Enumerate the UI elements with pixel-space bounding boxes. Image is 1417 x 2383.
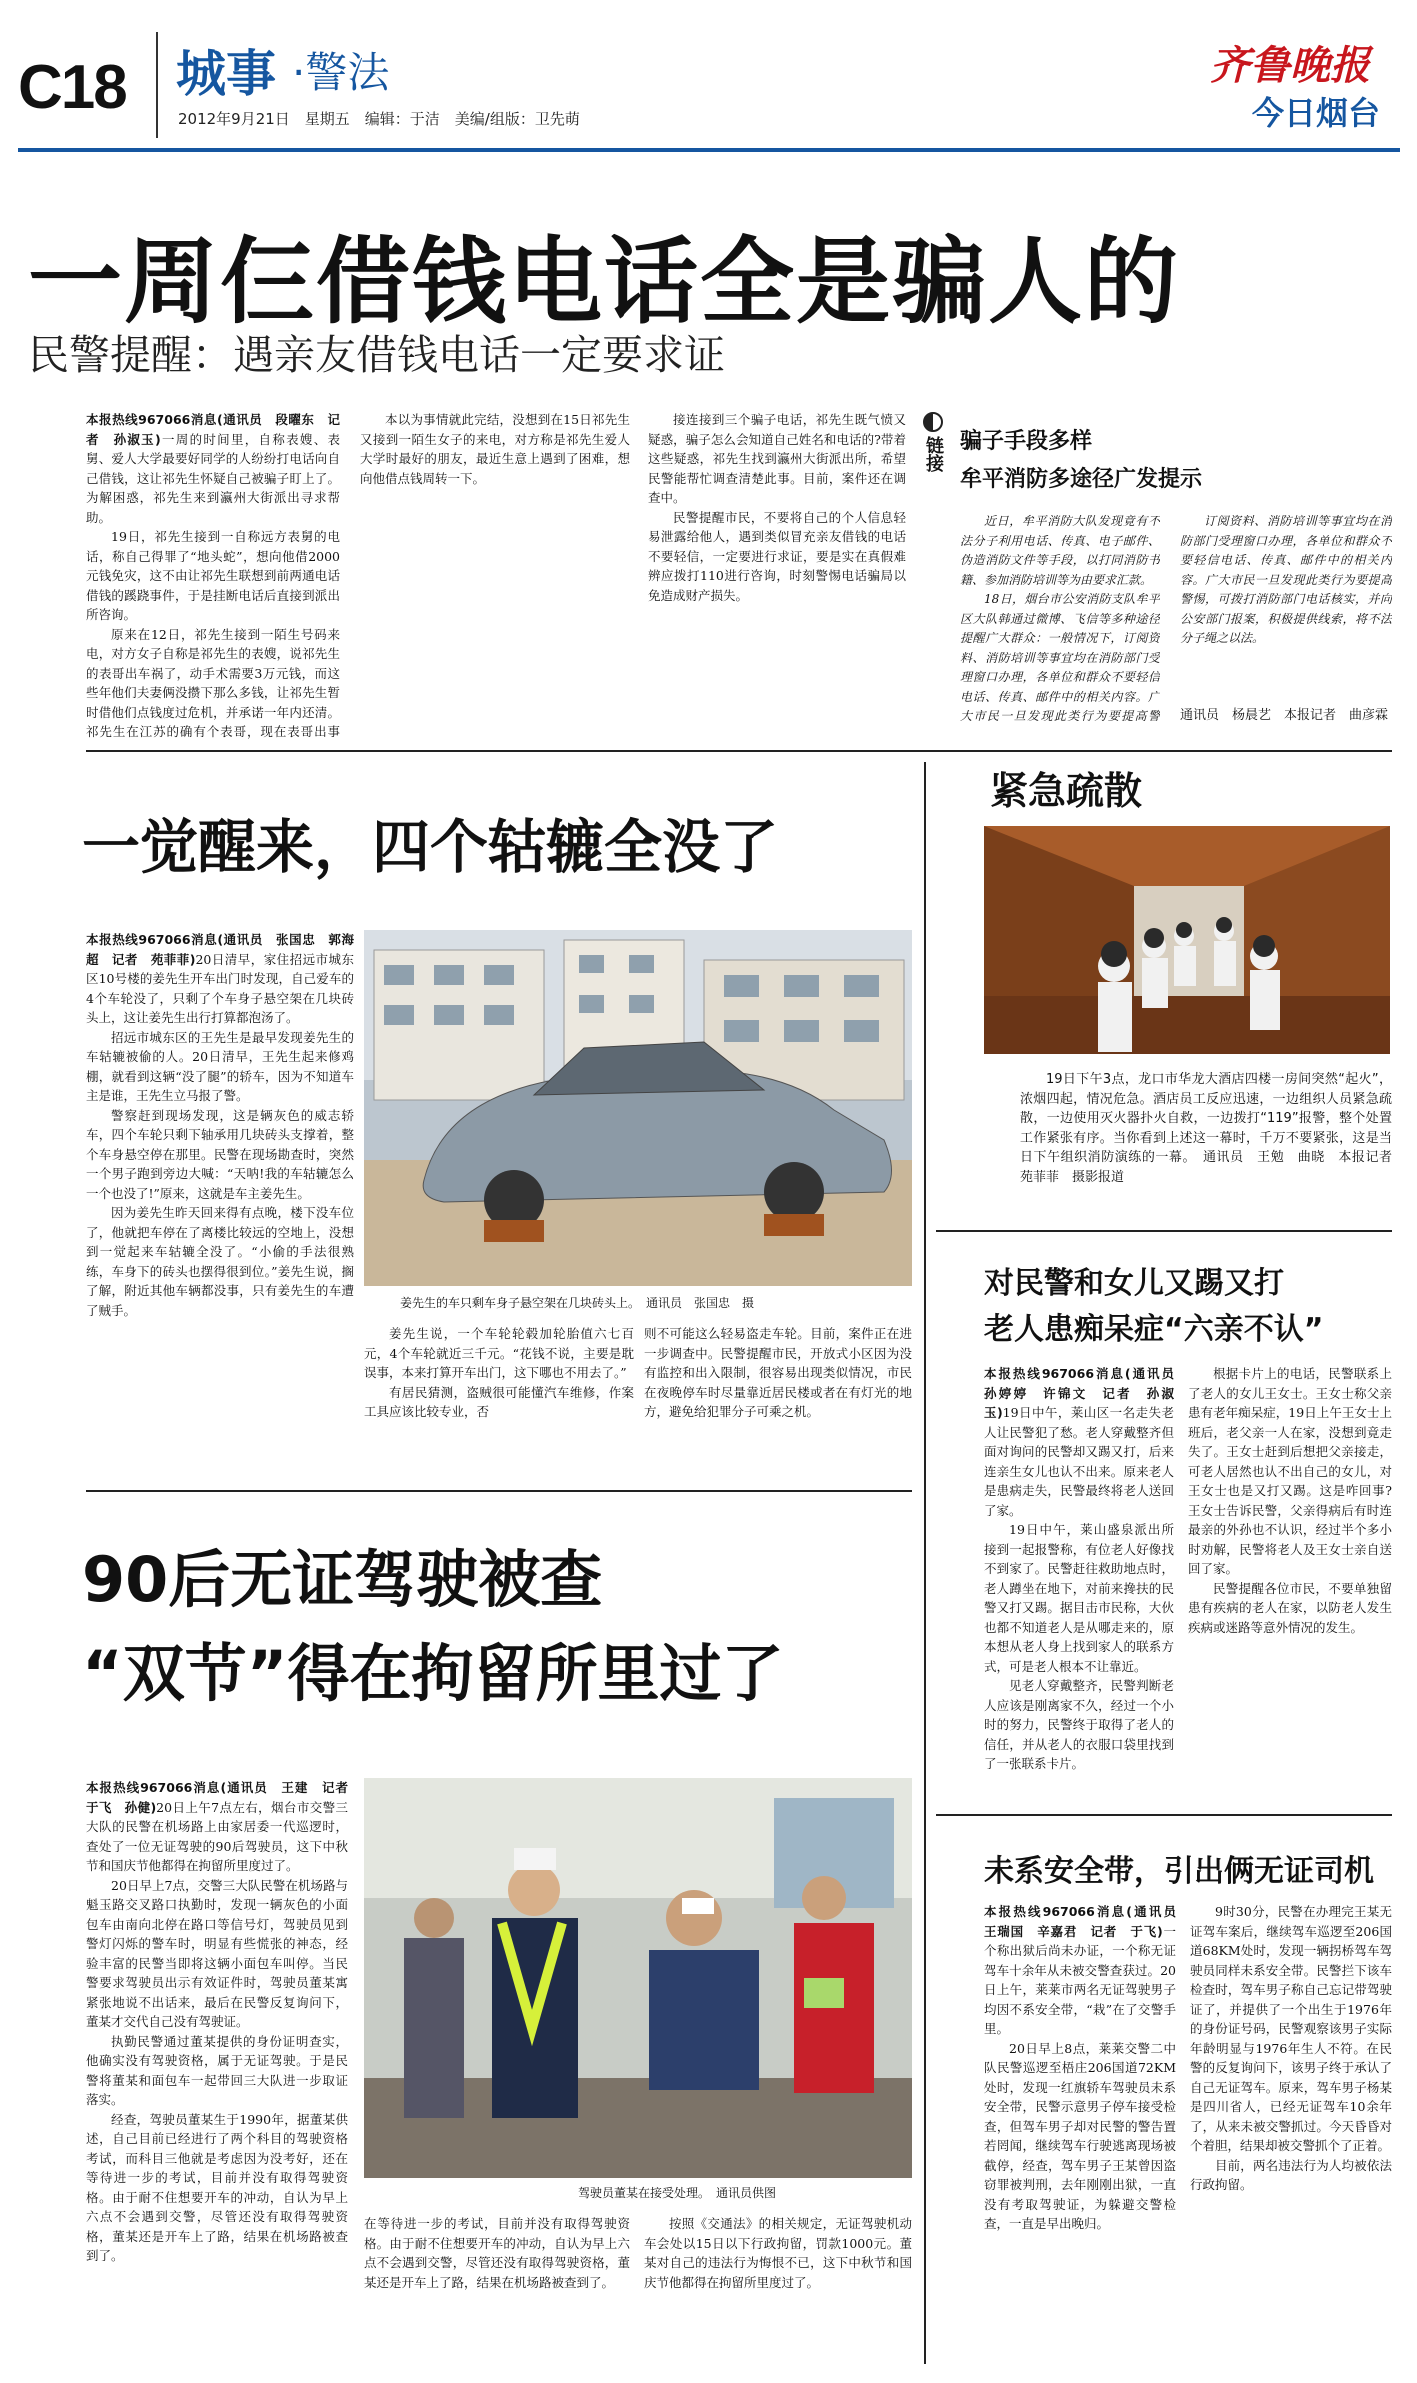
paragraph: 20日早上7点，交警三大队民警在机场路与魁玉路交叉路口执勤时，发现一辆灰色的小面包车由南向北停在路口等信号灯，驾驶员见到警灯闪烁的警车时，明显有些慌张的神态，经验丰富的民警当即将这辆小面包车叫停。当民警要求驾驶员出示有效证件时，驾驶员董某寓紧张地说不出话来，最后在民警反复询问下，董某才交代自己没有驾驶证。	[86, 1877, 348, 2029]
paragraph: 19日中午，莱山区一名走失老人让民警犯了愁。老人穿戴整齐但面对询问的民警却又踢又打，后来连亲生女儿也认不出来。原来老人是患病走失，民警最终将老人送回了家。	[984, 1405, 1174, 1518]
driver-photo	[364, 1778, 912, 2178]
car-on-bricks-photo	[364, 930, 912, 1286]
paper-logo: 齐鲁晚报	[1210, 42, 1370, 89]
paragraph: 本以为事情就此完结，没想到在15日祁先生又接到一陌生女子的来电，对方称是祁先生爱人大学时最好的朋友，最近生意上遇到了困难，想向他借点钱周转一下。	[360, 412, 630, 486]
link-icon	[923, 412, 943, 432]
paragraph: 民警提醒市民，不要将自己的个人信息轻易泄露给他人，遇到类似冒充亲友借钱的电话不要轻信，一定要进行求证，要是实在真假难辨应拨打110进行咨询，时刻警惕电话骗局以免造成财产损失。	[648, 509, 906, 603]
link-byline: 通讯员 杨晨艺 本报记者 曲彦霖	[1180, 708, 1389, 723]
lead-story-column-2	[360, 410, 630, 740]
driver-column-2	[364, 2214, 630, 2370]
masthead-rule	[18, 148, 1400, 152]
paragraph: 近日，牟平消防大队发现竟有不法分子利用电话、传真、电子邮件、伪造消防文件等手段，以打同消防书籍、参加消防培训等为由要求汇款。	[960, 514, 1160, 587]
lead-headline: 一周仨借钱电话全是骗人的	[28, 228, 1181, 337]
section-subtitle: ·警法	[292, 48, 390, 97]
paragraph: 19日中午，莱山盛泉派出所接到一起报警称，有位老人好像找不到家了。民警赶往救助地点时，老人蹲坐在地下，对前来搀扶的民警又打又踢。据目击市民称，大伙也都不知道老人是从哪走来的，原本想从老人身上找到家人的联系方式，可是老人根本不让靠近。	[984, 1522, 1174, 1674]
driver-processing-photo	[364, 1778, 912, 2178]
driver-photo-caption: 驾驶员董某在接受处理。 通讯员供图	[578, 2186, 777, 2200]
link-column-1	[960, 512, 1160, 726]
section-rule	[86, 1490, 912, 1492]
tire-headline: 一觉醒来，四个轱辘全没了	[82, 813, 779, 881]
evac-headline: 紧急疏散	[990, 769, 1143, 813]
byline: 本报热线967066消息(通讯员 孙婷婷 许锦文 记者 孙淑玉)	[984, 1366, 1174, 1420]
paragraph: 20日早上8点，莱莱交警二中队民警巡逻至梧庄206国道72KM处时，发现一红旗轿车驾驶员未系安全带，民警示意男子停车接受检查，但驾车男子却对民警的警告置若罔闻，继续驾车行驶逃离现场被截停，经查，驾车男子王某曾因盗窃罪被判刑，去年刚刚出狱，一直没有考取驾驶证，为躲避交警检查，一直是早出晚归。	[984, 2040, 1176, 2231]
paragraph: 则不可能这么轻易盗走车轮。目前，案件正在进一步调查中。民警提醒市民，开放式小区因为没有监控和出入限制，很容易出现类似情况，市民在夜晚停车时尽量靠近居民楼或者在有灯光的地方，避免给犯罪分子可乘之机。	[644, 1326, 912, 1419]
paragraph: 按照《交通法》的相关规定，无证驾驶机动车会处以15日以下行政拘留，罚款1000元。董某对自己的违法行为悔恨不已，这下中秋节和国庆节他都得在拘留所里度过了。	[644, 2216, 912, 2290]
link-title-1: 骗子手段多样	[960, 429, 1093, 454]
masthead	[0, 0, 1417, 160]
link-label: 链接	[923, 436, 944, 472]
link-title-2: 牟平消防多途径广发提示	[960, 467, 1203, 492]
tire-photo-caption: 姜先生的车只剩车身子悬空架在几块砖头上。 通讯员 张国忠 摄	[400, 1296, 755, 1310]
paragraph: 经查，驾驶员董某生于1990年，据董某供述，自己目前已经进行了两个科目的驾驶资格考试，而科目三他就是考虑因为没考好，还在等待进一步的考试，目前并没有取得驾驶资格。由于耐不住想要开车的冲动，自认为早上六点不会遇到交警，尽管还没有取得驾驶资格，董某还是开车上了路，结果在机场路被查到了。	[86, 2111, 348, 2263]
vertical-rule	[924, 762, 926, 2364]
seatbelt-headline: 未系安全带，引出俩无证司机	[984, 1854, 1374, 1889]
paragraph: 接连接到三个骗子电话，祁先生既气愤又疑惑，骗子怎么会知道自己姓名和电话的?带着这些疑惑，祁先生找到瀛州大街派出所，希望民警能帮忙调查清楚此事。目前，案件还在调查中。	[648, 412, 906, 505]
paragraph: 因为姜先生昨天回来得有点晚，楼下没车位了，他就把车停在了离楼比较远的空地上，没想到一觉起来车轱辘全没了。“小偷的手法很熟练，车身下的砖头也摆得很到位。”姜先生说，搁了解，附近其他车辆都没事，只有姜先生的车遭了贼手。	[86, 1205, 354, 1318]
driver-headline-1: 90后无证驾驶被查	[82, 1543, 603, 1616]
driver-column-3	[644, 2214, 912, 2370]
byline: 本报热线967066消息(通讯员 张国忠 郭海超 记者 苑菲菲)	[86, 932, 354, 967]
paragraph: 见老人穿戴整齐，民警判断老人应该是刚离家不久，经过一个小时的努力，民警终于取得了老人的信任，并从老人的衣服口袋里找到了一张联系卡片。	[984, 1678, 1174, 1771]
evacuation-photo	[984, 826, 1390, 1054]
lead-subhead: 民警提醒：遇亲友借钱电话一定要求证	[28, 331, 725, 379]
byline: 本报热线967066消息(通讯员 段曜东 记者 孙淑玉)	[86, 412, 340, 447]
paragraph: 一个称出狱后尚未办证，一个称无证驾车十余年从未被交警查获过。20日上午，莱莱市两名无证驾驶男子均因不系安全带，“栽”在了交警手里。	[984, 1923, 1176, 2036]
elder-column-2	[1188, 1364, 1392, 1806]
date-line: 2012年9月21日 星期五 编辑：于洁 美编/组版：卫先萌	[178, 110, 580, 128]
paragraph: 19日，祁先生接到一自称远方表舅的电话，称自己得罪了“地头蛇”，想向他借2000元钱免灾，这不由让祁先生联想到前两通电话借钱的蹊跷事件，于是挂断电话后直接到派出所咨询。	[86, 529, 340, 622]
lead-story-column-3	[648, 410, 906, 740]
tire-story-column-3	[644, 1324, 912, 1474]
elder-headline-1: 对民警和女儿又踢又打	[984, 1266, 1284, 1301]
elder-headline-2: 老人患痴呆症“六亲不认”	[984, 1312, 1324, 1347]
paragraph: 9时30分，民警在办理完王某无证驾车案后，继续驾车巡逻至206国道68KM处时，发现一辆拐桥驾车驾驶员同样未系安全带。民警拦下该车检查时，驾车男子称自己忘记带驾驶证了，并提供了一个出生于1976年的身份证号码，民警观察该男子实际年龄明显与1976年生人不符。在民警的反复询问下，该男子终于承认了自己无证驾车。原来，驾车男子杨某是四川省人，已经无证驾车10余年了，从来未被交警抓过。今天昏昏对个着胆，结果却被交警抓个了正着。	[1190, 1904, 1392, 2153]
elder-column-1	[984, 1364, 1174, 1806]
lead-story-column-1	[86, 410, 340, 740]
link-column-2	[1180, 512, 1392, 702]
driver-headline-2: “双节”得在拘留所里过了	[82, 1637, 784, 1710]
section-rule	[936, 1230, 1392, 1232]
paragraph: 根据卡片上的电话，民警联系上了老人的女儿王女士。王女士称父亲患有老年痴呆症，19日上午王女士上班后，老父亲一人在家，没想到竟走失了。王女士赶到后想把父亲接走，可老人居然也认不出自己的女儿，对王女士也是又打又踢。这是咋回事?王女士告诉民警，父亲得病后有时连最亲的外孙也不认识，经过半个多小时劝解，民警将老人及王女士亲自送回了家。	[1188, 1366, 1392, 1576]
driver-column-1	[86, 1778, 348, 2370]
paragraph: 一周的时间里，自称表嫂、表舅、爱人大学最要好同学的人纷纷打电话向自己借钱，这让祁先生怀疑自己被骗子盯上了。为解困惑，祁先生来到瀛州大街派出寻求帮助。	[86, 431, 340, 525]
byline: 本报热线967066消息(通讯员 王建 记者 于飞 孙健)	[86, 1780, 348, 1815]
section-rule	[936, 1814, 1392, 1816]
paragraph: 目前，两名违法行为人均被依法行政拘留。	[1190, 2157, 1392, 2192]
section-title: 城事	[176, 45, 276, 103]
paragraph: 招远市城东区的王先生是最早发现姜先生的车轱辘被偷的人。20日清早，王先生起来修鸡棚，就看到这辆“没了腿”的轿车，因为不知道车主是谁，王先生立马报了警。	[86, 1029, 354, 1103]
paragraph: 在等待进一步的考试，目前并没有取得驾驶资格。由于耐不住想要开车的冲动，自认为早上六点不会遇到交警，尽管还没有取得驾驶资格，董某还是开车上了路，结果在机场路被查到了。	[364, 2216, 630, 2290]
paragraph: 警察赶到现场发现，这是辆灰色的威志轿车，四个车轮只剩下轴承用几块砖头支撑着，整个车身悬空停在那里。民警在现场勘查时，突然一个男子跑到旁边大喊：“天呐!我的车轱辘怎么一个也没了!”原来，这就是车主姜先生。	[86, 1107, 354, 1201]
seatbelt-column-1	[984, 1902, 1176, 2372]
paragraph: 执勤民警通过董某提供的身份证明查实，他确实没有驾驶资格，属于无证驾驶。于是民警将董某和面包车一起带回三大队进一步取证落实。	[86, 2033, 348, 2107]
seatbelt-column-2	[1190, 1902, 1392, 2372]
tire-photo	[364, 930, 912, 1286]
paragraph: 民警提醒各位市民，不要单独留患有疾病的老人在家，以防老人发生疾病或迷路等意外情况的发生。	[1188, 1580, 1392, 1635]
paragraph: 订阅资料、消防培训等事宜均在消防部门受理窗口办理，各单位和群众不要轻信电话、传真、邮件中的相关内容。广大市民一旦发现此类行为要提高警惕，可拨打消防部门电话核实，并向公安部门报案，积极提供线索，将不法分子绳之以法。	[1180, 514, 1392, 645]
paragraph: 姜先生说，一个车轮轮毂加轮胎值六七百元，4个车轮就近三千元。“花钱不说，主要是耽误事，本来打算开车出门，这下哪也不用去了。”	[364, 1326, 634, 1380]
paragraph: 19日下午3点，龙口市华龙大酒店四楼一房间突然“起火”，浓烟四起，情况危急。酒店员工反应迅速，一边组织人员紧急疏散，一边使用灭火器扑火自救，一边拨打“119”报警，整个处置工作紧张有序。当你看到上述这一幕时，千万不要紧张，这是当日下午组织消防演练的一幕。 通讯员 王勉 曲晓 本报记者 苑菲菲 摄影报道	[1020, 1072, 1392, 1185]
tire-story-column-2	[364, 1324, 634, 1474]
paragraph: 原来在12日，祁先生接到一陌生号码来电，对方女子自称是祁先生的表嫂，说祁先生的表哥出车祸了，动手术需要3万元钱，而这些年他们夫妻俩没攒下那么多钱，让祁先生暂时借他们点钱度过危机，并承诺一年内还清。祁先生在江苏的确有个表哥，现在表哥出事	[86, 626, 340, 739]
masthead-divider	[156, 32, 158, 138]
paragraph: 18日，烟台市公安消防支队牟平区大队韩通过微博、飞信等多种途径提醒广大群众：一般情况下，订阅资料、消防培训等事宜均在消防部门受理窗口办理，各单位和群众不要轻信电话、传真、邮件中的相关内容。广大市民一旦发现此类行为要提高警	[960, 592, 1160, 723]
edition-name: 今日烟台	[1252, 94, 1381, 132]
section-rule	[86, 750, 1392, 752]
evac-photo	[984, 826, 1390, 1054]
page-number: C18	[18, 53, 126, 122]
paragraph: 有居民猜测，盗贼很可能懂汽车维修，作案工具应该比较专业，否	[364, 1384, 634, 1419]
paragraph: 20日清早，家住招远市城东区10号楼的姜先生开车出门时发现，自己爱车的4个车轮没了，只剩了个车身子悬空架在几块砖头上，这让姜先生出行打算都泡汤了。	[86, 951, 354, 1025]
link-tag	[920, 412, 946, 472]
paragraph: 20日上午7点左右，烟台市交警三大队的民警在机场路上由家居委一代巡逻时，查处了一位无证驾驶的90后驾驶员，这下中秋节和国庆节他都得在拘留所里度过了。	[86, 1799, 348, 1873]
evac-caption	[1020, 1070, 1392, 1224]
byline: 本报热线967066消息(通讯员 王瑞国 辛嘉君 记者 于飞)	[984, 1904, 1176, 1939]
